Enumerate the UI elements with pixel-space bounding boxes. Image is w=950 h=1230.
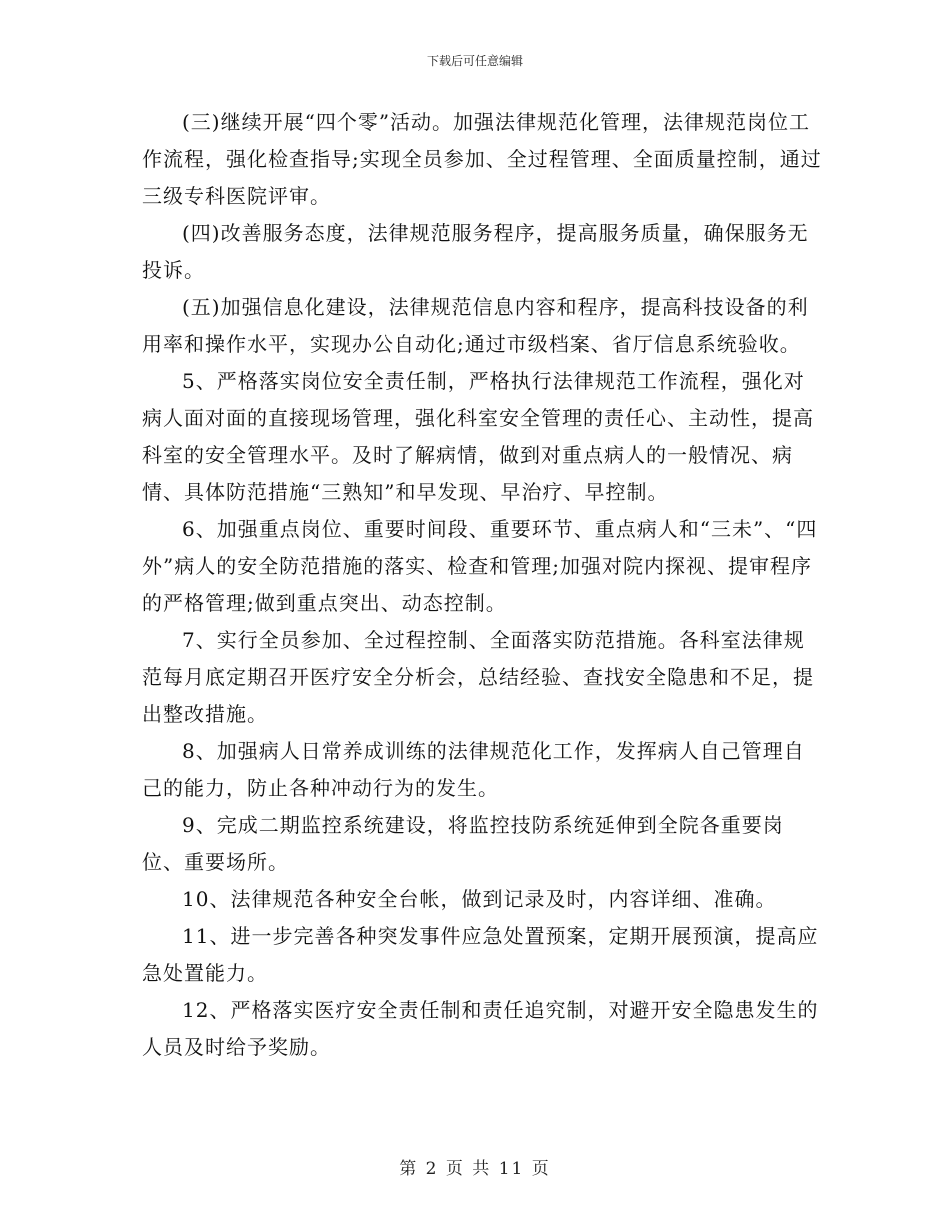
header-note: 下载后可任意编辑 (426, 54, 523, 68)
paragraph-item-5: (五)加强信息化建设，法律规范信息内容和程序，提高科技设备的利用率和操作水平，实现办公自动化;通过市级档案、省厅信息系统验收。 (142, 295, 809, 356)
paragraph-item-point-8: 8、加强病人日常养成训练的法律规范化工作，发挥病人自己管理自己的能力，防止各种冲动行为的发生。 (142, 739, 805, 800)
document-body (142, 104, 822, 1066)
paragraph-item-point-9: 9、完成二期监控系统建设，将监控技防系统延伸到全院各重要岗位、重要场所。 (142, 813, 784, 874)
paragraph-item-point-6: 6、加强重点岗位、重要时间段、重要环节、重点病人和“三未”、“四外”病人的安全防范措施的落实、检查和管理;加强对院内探视、提审程序的严格管理;做到重点突出、动态控制。 (142, 517, 818, 615)
paragraph-item-point-5: 5、严格落实岗位安全责任制，严格执行法律规范工作流程，强化对病人面对面的直接现场管理，强化科室安全管理的责任心、主动性，提高科室的安全管理水平。及时了解病情，做到对重点病人的一般情况、病情、具体防范措施“三熟知”和早发现、早治疗、早控制。 (142, 369, 814, 504)
paragraph-item-4: (四)改善服务态度，法律规范服务程序，提高服务质量，确保服务无投诉。 (142, 221, 809, 282)
page-number-footer: 第 2 页 共 11 页 (399, 1159, 551, 1179)
paragraph-item-point-11: 11、进一步完善各种突发事件应急处置预案，定期开展预演，提高应急处置能力。 (142, 924, 819, 985)
paragraph-item-3: (三)继续开展“四个零”活动。加强法律规范化管理，法律规范岗位工作流程，强化检查指导;实现全员参加、全过程管理、全面质量控制，通过三级专科医院评审。 (142, 110, 822, 208)
paragraph-item-point-12: 12、严格落实医疗安全责任制和责任追究制，对避开安全隐患发生的人员及时给予奖励。 (142, 998, 819, 1059)
paragraph-item-point-10: 10、法律规范各种安全台帐，做到记录及时，内容详细、准确。 (182, 887, 777, 911)
paragraph-item-point-7: 7、实行全员参加、全过程控制、全面落实防范措施。各科室法律规范每月底定期召开医疗安全分析会，总结经验、查找安全隐患和不足，提出整改措施。 (142, 628, 814, 726)
